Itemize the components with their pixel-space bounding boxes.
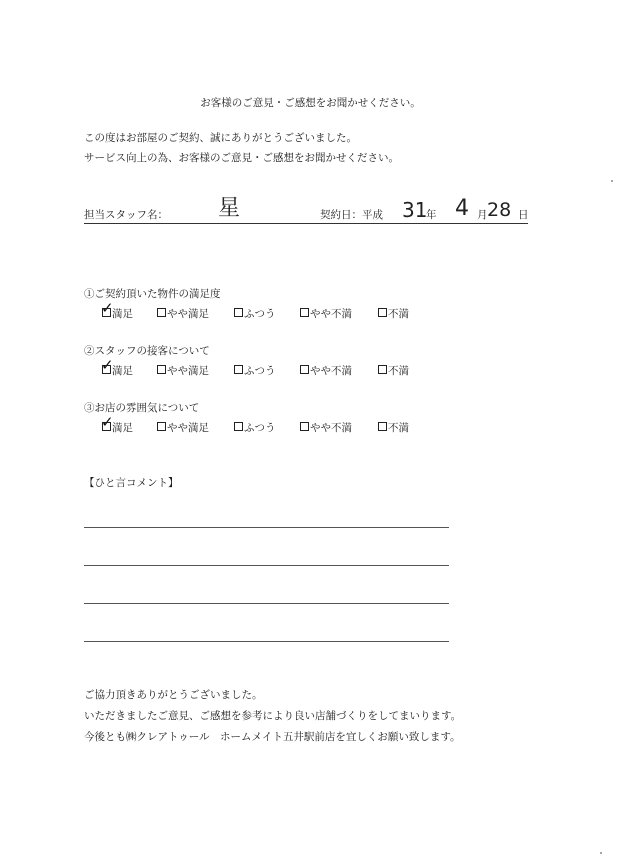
contract-month-handwritten: 4 (455, 196, 469, 221)
option-label: 満足 (112, 365, 133, 377)
rating-options (101, 413, 522, 437)
option-label: やや満足 (167, 308, 209, 320)
option-label: 満足 (112, 422, 133, 434)
option-dissatisfied[interactable] (378, 364, 409, 378)
question-title: ③お店の雰囲気について (84, 402, 200, 414)
question-title: ①ご契約頂いた物件の満足度 (84, 288, 221, 300)
option-label: ふつう (244, 422, 276, 434)
checkbox[interactable] (101, 356, 114, 374)
contract-day-handwritten: 28 (487, 199, 512, 221)
checkbox[interactable] (157, 422, 166, 431)
comment-label: 【ひと言コメント】 (84, 477, 179, 489)
option-label: 満足 (112, 308, 133, 320)
intro-line-1: この度はお部屋のご契約、誠にありがとうございました。 (84, 132, 357, 144)
option-label: ふつう (244, 308, 276, 320)
checkbox[interactable] (234, 422, 243, 431)
closing-line-2: いただきましたご意見、ご感想を参考により良い店舗づくりをしてまいります。 (84, 710, 462, 722)
closing-line-1: ご協力頂きありがとうございました。 (84, 689, 263, 701)
option-label: 不満 (388, 308, 409, 320)
comment-line-1[interactable] (84, 527, 449, 528)
option-somewhat-satisfied[interactable] (157, 307, 209, 321)
checkbox[interactable] (157, 365, 166, 374)
option-satisfied[interactable] (101, 299, 133, 321)
day-unit: 日 (518, 209, 529, 221)
check-mark-icon: ✓ (101, 356, 114, 374)
option-label: やや不満 (310, 365, 352, 377)
checkbox[interactable] (300, 308, 309, 317)
check-mark-icon: ✓ (101, 413, 114, 431)
option-neutral[interactable] (234, 421, 276, 435)
staff-label: 担当スタッフ名： (84, 209, 168, 221)
staff-name-handwritten: 星 (218, 196, 241, 221)
checkbox[interactable] (101, 299, 114, 317)
option-somewhat-dissatisfied[interactable] (300, 421, 352, 435)
month-unit: 月 (477, 209, 488, 221)
option-somewhat-dissatisfied[interactable] (300, 364, 352, 378)
year-unit: 年 (426, 209, 437, 221)
checkbox[interactable] (300, 365, 309, 374)
scan-speck (600, 852, 602, 854)
option-label: やや不満 (310, 308, 352, 320)
staff-underline (84, 223, 528, 224)
option-somewhat-dissatisfied[interactable] (300, 307, 352, 321)
option-label: やや満足 (167, 422, 209, 434)
comment-line-3[interactable] (84, 603, 449, 604)
checkbox[interactable] (300, 422, 309, 431)
option-somewhat-satisfied[interactable] (157, 421, 209, 435)
checkbox[interactable] (378, 422, 387, 431)
checkbox[interactable] (234, 365, 243, 374)
check-mark-icon: ✓ (101, 299, 114, 317)
rating-options (101, 356, 522, 380)
option-neutral[interactable] (234, 307, 276, 321)
option-label: 不満 (388, 422, 409, 434)
option-neutral[interactable] (234, 364, 276, 378)
option-dissatisfied[interactable] (378, 307, 409, 321)
option-label: 不満 (388, 365, 409, 377)
comment-line-4[interactable] (84, 641, 449, 642)
checkbox[interactable] (234, 308, 243, 317)
option-satisfied[interactable] (101, 413, 133, 435)
contract-date-label: 契約日：平成 (320, 209, 383, 221)
rating-options (101, 299, 522, 323)
option-label: やや不満 (310, 422, 352, 434)
question-title: ②スタッフの接客について (84, 345, 210, 357)
option-dissatisfied[interactable] (378, 421, 409, 435)
checkbox[interactable] (378, 308, 387, 317)
checkbox[interactable] (378, 365, 387, 374)
option-somewhat-satisfied[interactable] (157, 364, 209, 378)
checkbox[interactable] (157, 308, 166, 317)
option-label: やや満足 (167, 365, 209, 377)
scan-speck (611, 180, 613, 182)
intro-line-2: サービス向上の為、お客様のご意見・ご感想をお聞かせください。 (84, 152, 399, 164)
checkbox[interactable] (101, 413, 114, 431)
page-title: お客様のご意見・ご感想をお聞かせください。 (200, 97, 421, 109)
option-label: ふつう (244, 365, 276, 377)
closing-line-3: 今後とも㈱クレアトゥール ホームメイト五井駅前店を宜しくお願い致します。 (84, 731, 461, 743)
contract-year-handwritten: 31 (402, 198, 428, 222)
comment-line-2[interactable] (84, 565, 449, 566)
option-satisfied[interactable] (101, 356, 133, 378)
staff-date-row (84, 198, 528, 224)
